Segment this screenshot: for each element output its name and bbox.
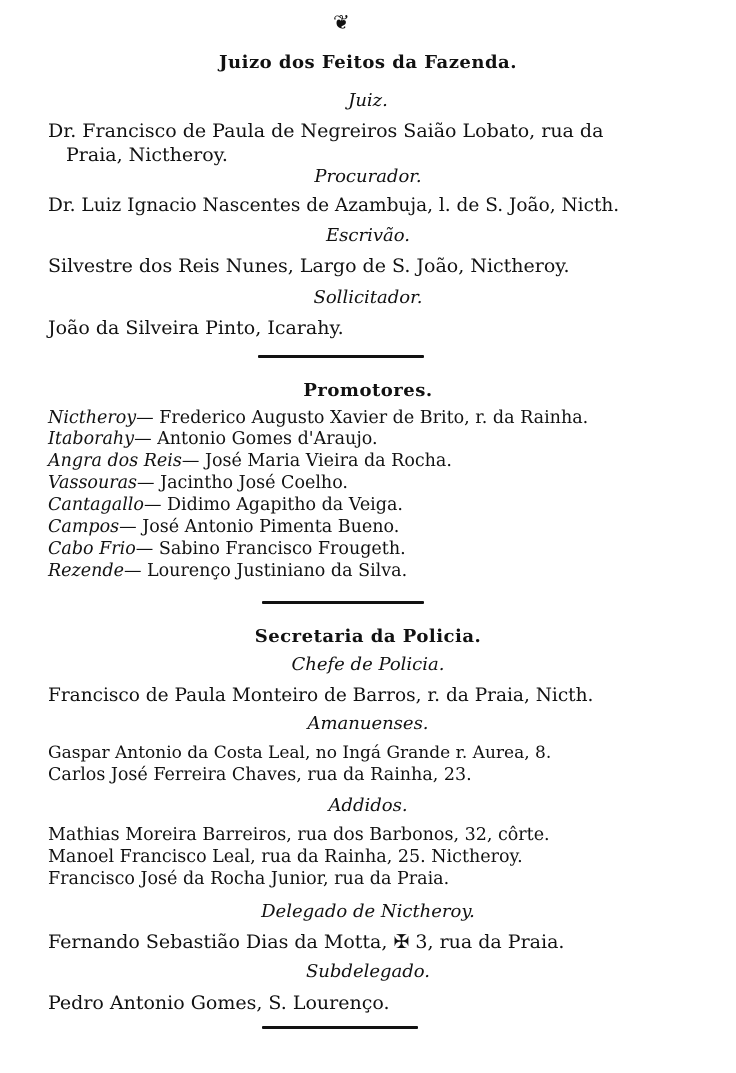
role-amanuenses: Amanuenses.: [307, 713, 429, 734]
promotor-place: Rezende: [48, 561, 124, 581]
promotor-name: — José Maria Vieira da Rocha.: [181, 451, 452, 471]
entry-juiz-continued: Praia, Nictheroy.: [66, 144, 228, 166]
promotor-name: — Lourenço Justiniano da Silva.: [123, 561, 408, 581]
promotor-name: — Frederico Augusto Xavier de Brito, r. da Rainha.: [136, 408, 589, 428]
list-item: [48, 409, 588, 428]
role-escrivao: Escrivão.: [326, 225, 410, 246]
promotor-place: Vassouras: [48, 473, 138, 493]
list-item: [48, 474, 348, 493]
section-divider: [262, 1026, 418, 1029]
list-item: [48, 430, 378, 449]
role-subdelegado: Subdelegado.: [305, 961, 431, 982]
entry-amanuense: Carlos José Ferreira Chaves, rua da Rainha, 23.: [48, 765, 472, 785]
list-item: [48, 518, 399, 537]
promotor-place: Cabo Frio: [48, 539, 136, 559]
entry-addido: Francisco José da Rocha Junior, rua da Praia.: [48, 869, 450, 889]
section-title-policia: Secretaria da Policia.: [254, 626, 482, 647]
promotor-name: — José Antonio Pimenta Bueno.: [119, 517, 400, 537]
entry-addido: Manoel Francisco Leal, rua da Rainha, 25. Nictheroy.: [48, 847, 523, 867]
section-title-fazenda: Juizo dos Feitos da Fazenda.: [219, 52, 517, 73]
list-item: [48, 562, 407, 581]
role-addidos: Addidos.: [328, 795, 408, 816]
role-delegado: Delegado de Nictheroy.: [261, 901, 475, 922]
promotor-place: Itaborahy: [48, 429, 135, 449]
entry-juiz: Dr. Francisco de Paula de Negreiros Saião Lobato, rua da: [48, 120, 604, 142]
promotor-name: — Jacintho José Coelho.: [137, 473, 348, 493]
promotor-name: — Sabino Francisco Frougeth.: [135, 539, 406, 559]
entry-chefe: Francisco de Paula Monteiro de Barros, r. da Praia, Nicth.: [48, 685, 594, 706]
promotor-name: — Antonio Gomes d'Araujo.: [134, 429, 378, 449]
list-item: [48, 452, 452, 471]
role-sollicitador: Sollicitador.: [313, 287, 423, 308]
entry-delegado: Fernando Sebastião Dias da Motta, ✠ 3, rua da Praia.: [48, 931, 565, 953]
section-divider: [262, 601, 424, 604]
entry-subdelegado: Pedro Antonio Gomes, S. Lourenço.: [48, 992, 390, 1014]
entry-sollicitador: João da Silveira Pinto, Icarahy.: [48, 317, 344, 339]
section-divider: [258, 355, 424, 358]
entry-addido: Mathias Moreira Barreiros, rua dos Barbonos, 32, côrte.: [48, 825, 550, 845]
promotor-place: Nictheroy: [48, 408, 137, 428]
role-juiz: Juiz.: [348, 90, 388, 111]
promotor-place: Angra dos Reis: [48, 451, 182, 471]
entry-amanuense: Gaspar Antonio da Costa Leal, no Ingá Grande r. Aurea, 8.: [48, 743, 552, 763]
list-item: [48, 496, 403, 515]
promotor-place: Cantagallo: [48, 495, 144, 515]
role-chefe: Chefe de Policia.: [291, 654, 445, 675]
role-procurador: Procurador.: [314, 166, 422, 187]
list-item: [48, 540, 406, 559]
entry-escrivao: Silvestre dos Reis Nunes, Largo de S. João, Nictheroy.: [48, 255, 570, 277]
entry-procurador: Dr. Luiz Ignacio Nascentes de Azambuja, l. de S. João, Nicth.: [48, 195, 620, 216]
promotor-name: — Didimo Agapitho da Veiga.: [143, 495, 403, 515]
section-title-promotores: Promotores.: [303, 380, 433, 401]
promotor-place: Campos: [48, 517, 120, 537]
ornament-icon: ❦: [333, 10, 350, 34]
